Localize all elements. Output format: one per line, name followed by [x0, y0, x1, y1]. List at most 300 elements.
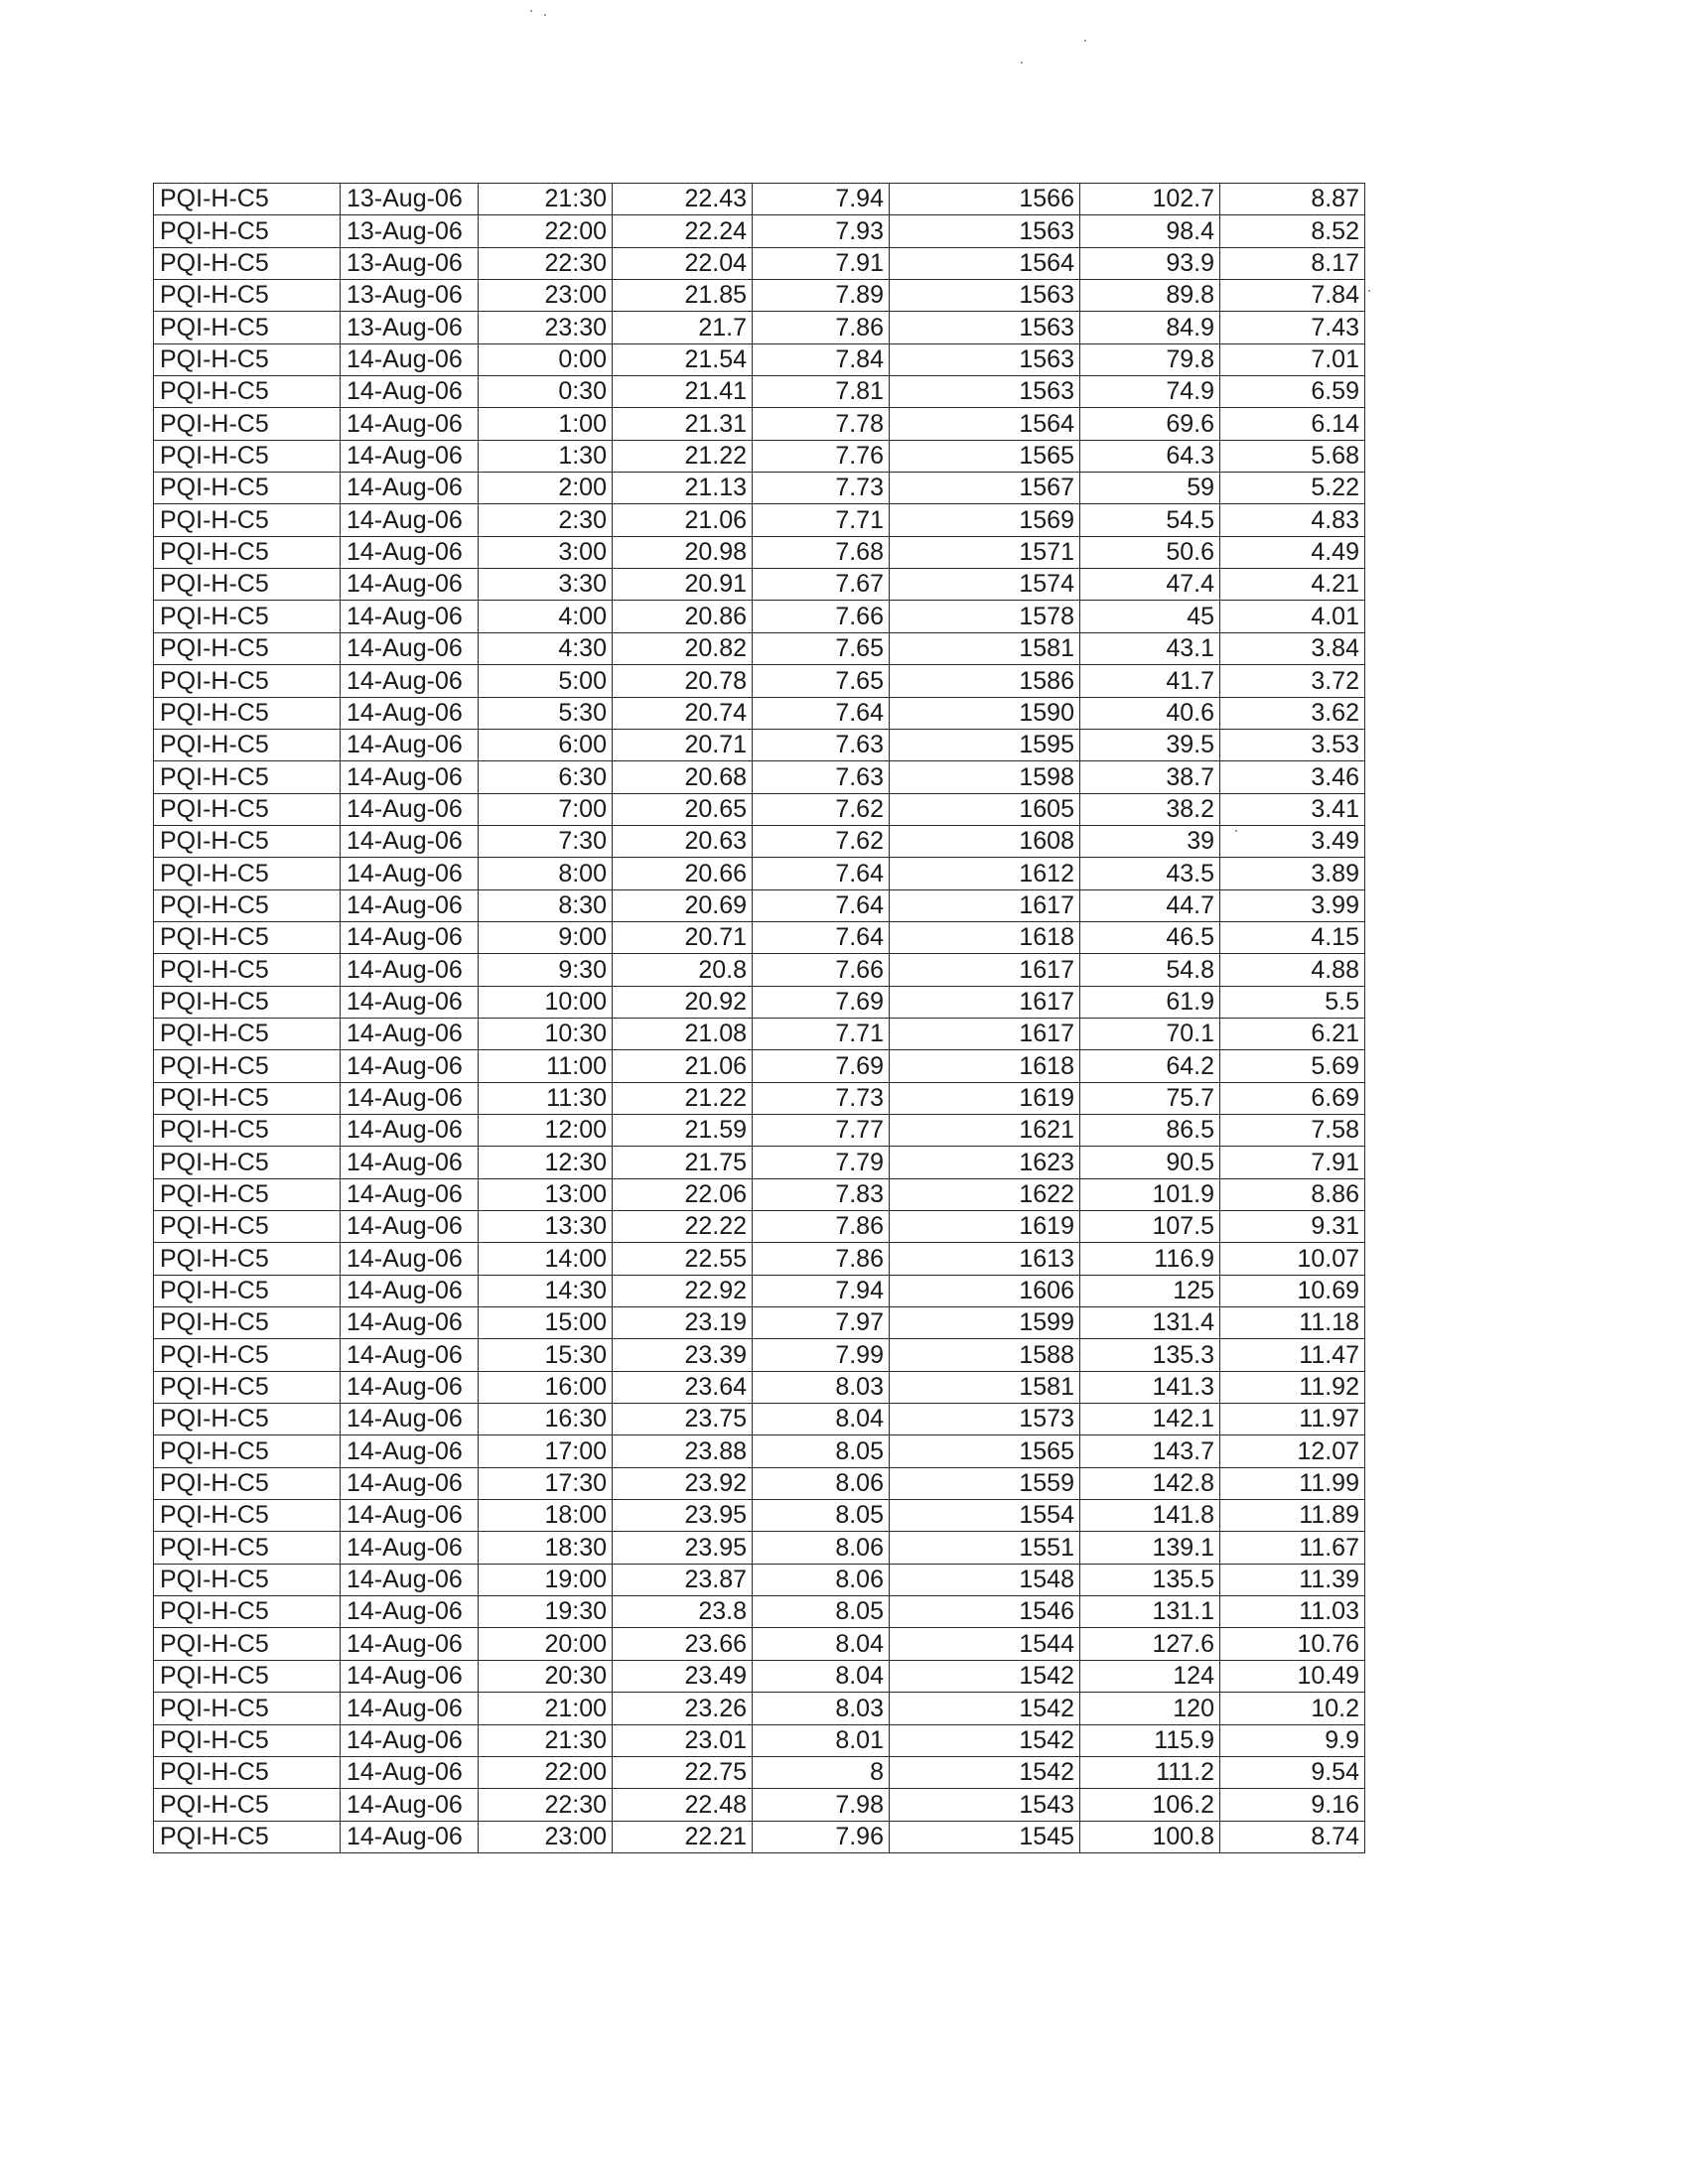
- table-row: [154, 986, 1365, 1018]
- value-c-cell: 1612: [890, 858, 1080, 889]
- value-b-cell: 8: [753, 1756, 890, 1788]
- date-cell: 14-Aug-06: [341, 697, 479, 729]
- value-d-cell: 93.9: [1080, 247, 1220, 279]
- date-cell: 14-Aug-06: [341, 1211, 479, 1243]
- value-c-cell: 1563: [890, 215, 1080, 247]
- value-c-cell: 1622: [890, 1178, 1080, 1210]
- value-a-cell: 22.75: [613, 1756, 753, 1788]
- value-c-cell: 1599: [890, 1307, 1080, 1339]
- site-id-cell: PQI-H-C5: [154, 1147, 341, 1178]
- value-d-cell: 64.2: [1080, 1050, 1220, 1082]
- value-b-cell: 8.03: [753, 1371, 890, 1403]
- site-id-cell: PQI-H-C5: [154, 569, 341, 601]
- table-row: [154, 1307, 1365, 1339]
- value-a-cell: 21.08: [613, 1018, 753, 1049]
- value-e-cell: 11.92: [1220, 1371, 1365, 1403]
- date-cell: 14-Aug-06: [341, 1178, 479, 1210]
- table-row: [154, 1114, 1365, 1146]
- time-cell: 5:00: [479, 665, 613, 697]
- value-e-cell: 4.49: [1220, 536, 1365, 568]
- site-id-cell: PQI-H-C5: [154, 215, 341, 247]
- value-a-cell: 23.66: [613, 1628, 753, 1660]
- value-d-cell: 39.5: [1080, 729, 1220, 760]
- value-b-cell: 7.73: [753, 1082, 890, 1114]
- time-cell: 1:30: [479, 440, 613, 472]
- table-row: [154, 954, 1365, 986]
- time-cell: 23:30: [479, 312, 613, 343]
- value-c-cell: 1574: [890, 569, 1080, 601]
- value-b-cell: 7.83: [753, 1178, 890, 1210]
- time-cell: 22:00: [479, 215, 613, 247]
- site-id-cell: PQI-H-C5: [154, 343, 341, 375]
- value-d-cell: 135.3: [1080, 1339, 1220, 1371]
- value-c-cell: 1588: [890, 1339, 1080, 1371]
- value-a-cell: 21.75: [613, 1147, 753, 1178]
- value-e-cell: 6.14: [1220, 408, 1365, 440]
- time-cell: 10:30: [479, 1018, 613, 1049]
- site-id-cell: PQI-H-C5: [154, 793, 341, 825]
- site-id-cell: PQI-H-C5: [154, 1500, 341, 1532]
- time-cell: 22:00: [479, 1756, 613, 1788]
- date-cell: 13-Aug-06: [341, 215, 479, 247]
- site-id-cell: PQI-H-C5: [154, 184, 341, 215]
- value-e-cell: 3.62: [1220, 697, 1365, 729]
- value-b-cell: 8.04: [753, 1660, 890, 1692]
- value-a-cell: 20.69: [613, 889, 753, 921]
- value-d-cell: 61.9: [1080, 986, 1220, 1018]
- value-e-cell: 3.99: [1220, 889, 1365, 921]
- site-id-cell: PQI-H-C5: [154, 1178, 341, 1210]
- value-a-cell: 21.59: [613, 1114, 753, 1146]
- value-e-cell: 11.39: [1220, 1564, 1365, 1595]
- value-e-cell: 11.67: [1220, 1532, 1365, 1564]
- value-e-cell: 10.76: [1220, 1628, 1365, 1660]
- value-c-cell: 1543: [890, 1789, 1080, 1821]
- site-id-cell: PQI-H-C5: [154, 1243, 341, 1275]
- table-row: [154, 889, 1365, 921]
- value-e-cell: 4.83: [1220, 504, 1365, 536]
- table-row: [154, 247, 1365, 279]
- date-cell: 14-Aug-06: [341, 1404, 479, 1435]
- value-b-cell: 7.96: [753, 1821, 890, 1852]
- site-id-cell: PQI-H-C5: [154, 665, 341, 697]
- value-c-cell: 1571: [890, 536, 1080, 568]
- date-cell: 14-Aug-06: [341, 889, 479, 921]
- site-id-cell: PQI-H-C5: [154, 761, 341, 793]
- value-a-cell: 22.22: [613, 1211, 753, 1243]
- value-a-cell: 21.7: [613, 312, 753, 343]
- value-d-cell: 106.2: [1080, 1789, 1220, 1821]
- value-b-cell: 8.01: [753, 1724, 890, 1756]
- value-e-cell: 11.47: [1220, 1339, 1365, 1371]
- value-d-cell: 125: [1080, 1275, 1220, 1306]
- value-b-cell: 7.64: [753, 697, 890, 729]
- value-a-cell: 23.19: [613, 1307, 753, 1339]
- value-e-cell: 3.72: [1220, 665, 1365, 697]
- value-d-cell: 50.6: [1080, 536, 1220, 568]
- value-e-cell: 4.15: [1220, 921, 1365, 953]
- date-cell: 14-Aug-06: [341, 1243, 479, 1275]
- value-c-cell: 1567: [890, 473, 1080, 504]
- value-a-cell: 22.43: [613, 184, 753, 215]
- value-b-cell: 7.64: [753, 858, 890, 889]
- date-cell: 14-Aug-06: [341, 504, 479, 536]
- value-d-cell: 46.5: [1080, 921, 1220, 953]
- value-c-cell: 1598: [890, 761, 1080, 793]
- time-cell: 2:30: [479, 504, 613, 536]
- date-cell: 14-Aug-06: [341, 1275, 479, 1306]
- value-e-cell: 10.2: [1220, 1693, 1365, 1724]
- value-e-cell: 9.54: [1220, 1756, 1365, 1788]
- value-d-cell: 139.1: [1080, 1532, 1220, 1564]
- value-b-cell: 8.04: [753, 1628, 890, 1660]
- time-cell: 18:30: [479, 1532, 613, 1564]
- table-row: [154, 343, 1365, 375]
- time-cell: 19:30: [479, 1596, 613, 1628]
- value-d-cell: 143.7: [1080, 1435, 1220, 1467]
- value-e-cell: 3.49: [1220, 825, 1365, 857]
- value-a-cell: 21.13: [613, 473, 753, 504]
- value-d-cell: 141.8: [1080, 1500, 1220, 1532]
- site-id-cell: PQI-H-C5: [154, 247, 341, 279]
- site-id-cell: PQI-H-C5: [154, 376, 341, 408]
- value-b-cell: 7.77: [753, 1114, 890, 1146]
- value-d-cell: 39: [1080, 825, 1220, 857]
- site-id-cell: PQI-H-C5: [154, 1050, 341, 1082]
- value-e-cell: 11.97: [1220, 1404, 1365, 1435]
- value-e-cell: 3.89: [1220, 858, 1365, 889]
- time-cell: 9:00: [479, 921, 613, 953]
- value-a-cell: 23.92: [613, 1467, 753, 1499]
- value-a-cell: 22.92: [613, 1275, 753, 1306]
- table-body: [154, 184, 1365, 1853]
- value-b-cell: 7.91: [753, 247, 890, 279]
- scan-speck: [530, 10, 532, 12]
- value-b-cell: 7.63: [753, 761, 890, 793]
- value-b-cell: 7.64: [753, 889, 890, 921]
- value-d-cell: 127.6: [1080, 1628, 1220, 1660]
- site-id-cell: PQI-H-C5: [154, 1693, 341, 1724]
- value-a-cell: 22.24: [613, 215, 753, 247]
- date-cell: 14-Aug-06: [341, 954, 479, 986]
- value-e-cell: 8.17: [1220, 247, 1365, 279]
- date-cell: 14-Aug-06: [341, 986, 479, 1018]
- value-e-cell: 7.91: [1220, 1147, 1365, 1178]
- value-a-cell: 21.31: [613, 408, 753, 440]
- value-e-cell: 5.5: [1220, 986, 1365, 1018]
- date-cell: 13-Aug-06: [341, 312, 479, 343]
- time-cell: 14:30: [479, 1275, 613, 1306]
- value-d-cell: 131.4: [1080, 1307, 1220, 1339]
- value-d-cell: 116.9: [1080, 1243, 1220, 1275]
- site-id-cell: PQI-H-C5: [154, 408, 341, 440]
- table-row: [154, 184, 1365, 215]
- value-c-cell: 1563: [890, 376, 1080, 408]
- value-b-cell: 7.86: [753, 1211, 890, 1243]
- time-cell: 13:00: [479, 1178, 613, 1210]
- date-cell: 14-Aug-06: [341, 1082, 479, 1114]
- site-id-cell: PQI-H-C5: [154, 601, 341, 632]
- table-row: [154, 215, 1365, 247]
- value-b-cell: 7.69: [753, 986, 890, 1018]
- table-row: [154, 504, 1365, 536]
- site-id-cell: PQI-H-C5: [154, 1660, 341, 1692]
- value-c-cell: 1565: [890, 1435, 1080, 1467]
- value-e-cell: 4.01: [1220, 601, 1365, 632]
- site-id-cell: PQI-H-C5: [154, 1467, 341, 1499]
- table-row: [154, 1082, 1365, 1114]
- value-c-cell: 1617: [890, 954, 1080, 986]
- time-cell: 12:30: [479, 1147, 613, 1178]
- value-a-cell: 23.75: [613, 1404, 753, 1435]
- date-cell: 13-Aug-06: [341, 184, 479, 215]
- value-b-cell: 7.84: [753, 343, 890, 375]
- value-a-cell: 20.68: [613, 761, 753, 793]
- table-row: [154, 1467, 1365, 1499]
- value-c-cell: 1564: [890, 247, 1080, 279]
- value-e-cell: 5.68: [1220, 440, 1365, 472]
- value-c-cell: 1545: [890, 1821, 1080, 1852]
- site-id-cell: PQI-H-C5: [154, 1018, 341, 1049]
- value-c-cell: 1581: [890, 1371, 1080, 1403]
- date-cell: 14-Aug-06: [341, 1500, 479, 1532]
- table-row: [154, 1050, 1365, 1082]
- time-cell: 0:30: [479, 376, 613, 408]
- site-id-cell: PQI-H-C5: [154, 921, 341, 953]
- value-c-cell: 1551: [890, 1532, 1080, 1564]
- time-cell: 3:00: [479, 536, 613, 568]
- value-a-cell: 21.06: [613, 1050, 753, 1082]
- value-a-cell: 20.78: [613, 665, 753, 697]
- value-b-cell: 7.65: [753, 665, 890, 697]
- value-e-cell: 10.49: [1220, 1660, 1365, 1692]
- value-b-cell: 7.67: [753, 569, 890, 601]
- table-row: [154, 569, 1365, 601]
- value-a-cell: 23.8: [613, 1596, 753, 1628]
- table-row: [154, 1018, 1365, 1049]
- site-id-cell: PQI-H-C5: [154, 473, 341, 504]
- table-row: [154, 1724, 1365, 1756]
- value-e-cell: 3.53: [1220, 729, 1365, 760]
- value-e-cell: 11.03: [1220, 1596, 1365, 1628]
- value-c-cell: 1623: [890, 1147, 1080, 1178]
- value-b-cell: 7.63: [753, 729, 890, 760]
- value-a-cell: 23.01: [613, 1724, 753, 1756]
- value-d-cell: 141.3: [1080, 1371, 1220, 1403]
- site-id-cell: PQI-H-C5: [154, 1789, 341, 1821]
- site-id-cell: PQI-H-C5: [154, 504, 341, 536]
- value-d-cell: 64.3: [1080, 440, 1220, 472]
- time-cell: 7:00: [479, 793, 613, 825]
- value-e-cell: 8.52: [1220, 215, 1365, 247]
- time-cell: 16:00: [479, 1371, 613, 1403]
- table-row: [154, 536, 1365, 568]
- value-a-cell: 20.66: [613, 858, 753, 889]
- site-id-cell: PQI-H-C5: [154, 954, 341, 986]
- time-cell: 2:00: [479, 473, 613, 504]
- value-c-cell: 1617: [890, 889, 1080, 921]
- value-d-cell: 38.7: [1080, 761, 1220, 793]
- value-c-cell: 1564: [890, 408, 1080, 440]
- value-b-cell: 7.73: [753, 473, 890, 504]
- value-c-cell: 1542: [890, 1660, 1080, 1692]
- value-b-cell: 7.66: [753, 601, 890, 632]
- date-cell: 14-Aug-06: [341, 343, 479, 375]
- value-e-cell: 7.01: [1220, 343, 1365, 375]
- value-d-cell: 40.6: [1080, 697, 1220, 729]
- table-row: [154, 601, 1365, 632]
- scan-speck: [1084, 40, 1086, 42]
- date-cell: 14-Aug-06: [341, 1660, 479, 1692]
- site-id-cell: PQI-H-C5: [154, 1404, 341, 1435]
- value-a-cell: 23.64: [613, 1371, 753, 1403]
- value-e-cell: 9.31: [1220, 1211, 1365, 1243]
- value-c-cell: 1565: [890, 440, 1080, 472]
- value-a-cell: 20.8: [613, 954, 753, 986]
- value-d-cell: 44.7: [1080, 889, 1220, 921]
- time-cell: 14:00: [479, 1243, 613, 1275]
- value-b-cell: 7.81: [753, 376, 890, 408]
- time-cell: 6:00: [479, 729, 613, 760]
- value-d-cell: 102.7: [1080, 184, 1220, 215]
- value-e-cell: 8.87: [1220, 184, 1365, 215]
- time-cell: 13:30: [479, 1211, 613, 1243]
- time-cell: 0:00: [479, 343, 613, 375]
- date-cell: 13-Aug-06: [341, 280, 479, 312]
- value-d-cell: 79.8: [1080, 343, 1220, 375]
- site-id-cell: PQI-H-C5: [154, 825, 341, 857]
- value-a-cell: 23.39: [613, 1339, 753, 1371]
- value-b-cell: 7.64: [753, 921, 890, 953]
- date-cell: 14-Aug-06: [341, 1339, 479, 1371]
- value-d-cell: 142.1: [1080, 1404, 1220, 1435]
- value-b-cell: 7.68: [753, 536, 890, 568]
- time-cell: 1:00: [479, 408, 613, 440]
- value-e-cell: 3.84: [1220, 632, 1365, 664]
- value-e-cell: 6.21: [1220, 1018, 1365, 1049]
- table-row: [154, 1178, 1365, 1210]
- scan-speck: [1021, 62, 1023, 64]
- value-b-cell: 8.05: [753, 1500, 890, 1532]
- value-e-cell: 11.99: [1220, 1467, 1365, 1499]
- table-row: [154, 825, 1365, 857]
- value-c-cell: 1542: [890, 1693, 1080, 1724]
- site-id-cell: PQI-H-C5: [154, 1082, 341, 1114]
- value-d-cell: 107.5: [1080, 1211, 1220, 1243]
- time-cell: 15:30: [479, 1339, 613, 1371]
- time-cell: 22:30: [479, 1789, 613, 1821]
- time-cell: 3:30: [479, 569, 613, 601]
- value-b-cell: 7.89: [753, 280, 890, 312]
- value-b-cell: 8.06: [753, 1564, 890, 1595]
- value-c-cell: 1546: [890, 1596, 1080, 1628]
- date-cell: 14-Aug-06: [341, 825, 479, 857]
- value-b-cell: 7.76: [753, 440, 890, 472]
- time-cell: 17:30: [479, 1467, 613, 1499]
- table-row: [154, 408, 1365, 440]
- value-a-cell: 20.71: [613, 921, 753, 953]
- value-a-cell: 21.22: [613, 1082, 753, 1114]
- value-c-cell: 1542: [890, 1724, 1080, 1756]
- date-cell: 14-Aug-06: [341, 1371, 479, 1403]
- value-a-cell: 20.65: [613, 793, 753, 825]
- date-cell: 14-Aug-06: [341, 1756, 479, 1788]
- value-d-cell: 43.5: [1080, 858, 1220, 889]
- value-b-cell: 7.65: [753, 632, 890, 664]
- value-c-cell: 1566: [890, 184, 1080, 215]
- value-e-cell: 7.84: [1220, 280, 1365, 312]
- table-row: [154, 1243, 1365, 1275]
- value-c-cell: 1559: [890, 1467, 1080, 1499]
- date-cell: 14-Aug-06: [341, 1114, 479, 1146]
- value-b-cell: 7.86: [753, 1243, 890, 1275]
- date-cell: 13-Aug-06: [341, 247, 479, 279]
- site-id-cell: PQI-H-C5: [154, 1211, 341, 1243]
- value-d-cell: 124: [1080, 1660, 1220, 1692]
- date-cell: 14-Aug-06: [341, 1018, 479, 1049]
- time-cell: 6:30: [479, 761, 613, 793]
- date-cell: 14-Aug-06: [341, 473, 479, 504]
- date-cell: 14-Aug-06: [341, 1050, 479, 1082]
- table-row: [154, 1404, 1365, 1435]
- value-d-cell: 69.6: [1080, 408, 1220, 440]
- value-d-cell: 47.4: [1080, 569, 1220, 601]
- value-a-cell: 21.22: [613, 440, 753, 472]
- value-a-cell: 23.26: [613, 1693, 753, 1724]
- value-d-cell: 111.2: [1080, 1756, 1220, 1788]
- time-cell: 23:00: [479, 1821, 613, 1852]
- table-row: [154, 376, 1365, 408]
- value-a-cell: 21.85: [613, 280, 753, 312]
- site-id-cell: PQI-H-C5: [154, 1114, 341, 1146]
- value-b-cell: 7.97: [753, 1307, 890, 1339]
- value-b-cell: 7.94: [753, 184, 890, 215]
- value-a-cell: 21.06: [613, 504, 753, 536]
- time-cell: 4:00: [479, 601, 613, 632]
- value-d-cell: 75.7: [1080, 1082, 1220, 1114]
- site-id-cell: PQI-H-C5: [154, 1435, 341, 1467]
- table-row: [154, 1435, 1365, 1467]
- value-c-cell: 1569: [890, 504, 1080, 536]
- value-d-cell: 43.1: [1080, 632, 1220, 664]
- site-id-cell: PQI-H-C5: [154, 280, 341, 312]
- value-d-cell: 100.8: [1080, 1821, 1220, 1852]
- value-b-cell: 8.06: [753, 1532, 890, 1564]
- date-cell: 14-Aug-06: [341, 601, 479, 632]
- table-row: [154, 665, 1365, 697]
- value-c-cell: 1605: [890, 793, 1080, 825]
- value-d-cell: 90.5: [1080, 1147, 1220, 1178]
- value-e-cell: 6.69: [1220, 1082, 1365, 1114]
- table-row: [154, 858, 1365, 889]
- table-row: [154, 1693, 1365, 1724]
- value-b-cell: 7.62: [753, 793, 890, 825]
- time-cell: 20:00: [479, 1628, 613, 1660]
- time-cell: 9:30: [479, 954, 613, 986]
- time-cell: 4:30: [479, 632, 613, 664]
- date-cell: 14-Aug-06: [341, 536, 479, 568]
- value-e-cell: 4.21: [1220, 569, 1365, 601]
- scan-speck: [544, 14, 546, 16]
- value-d-cell: 115.9: [1080, 1724, 1220, 1756]
- value-e-cell: 6.59: [1220, 376, 1365, 408]
- site-id-cell: PQI-H-C5: [154, 1596, 341, 1628]
- table-row: [154, 1500, 1365, 1532]
- value-b-cell: 8.06: [753, 1467, 890, 1499]
- value-c-cell: 1595: [890, 729, 1080, 760]
- value-d-cell: 135.5: [1080, 1564, 1220, 1595]
- value-b-cell: 8.05: [753, 1596, 890, 1628]
